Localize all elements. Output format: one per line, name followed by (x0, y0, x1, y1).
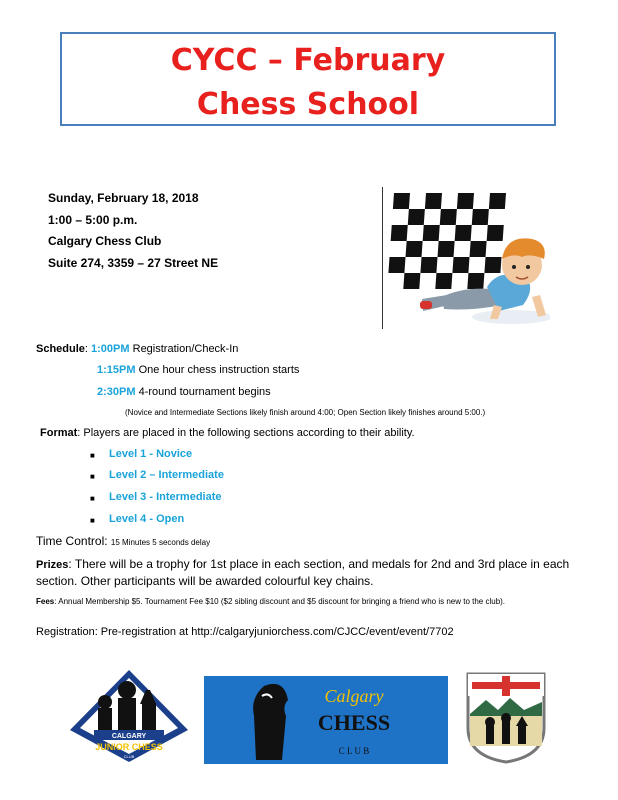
fees-text: : Annual Membership $5. Tournament Fee $10 ($2 sibling discount and $5 discount for bringing a friend who is new to the club). (54, 597, 506, 606)
page-title-line-2: Chess School (196, 87, 420, 122)
time-control (36, 534, 210, 548)
event-time: 1:00 – 5:00 p.m. (48, 212, 138, 227)
alberta-crest-logo (464, 672, 548, 764)
board-square (452, 257, 469, 273)
level-3: Level 3 - Intermediate (109, 491, 222, 503)
board-square (423, 225, 440, 241)
schedule-text-1: Registration/Check-In (132, 343, 239, 355)
board-square (487, 225, 504, 241)
bullet-icon: ■ (90, 494, 95, 503)
board-square (470, 241, 487, 257)
event-date: Sunday, February 18, 2018 (48, 191, 199, 205)
board-square (393, 193, 410, 209)
level-1: Level 1 - Novice (109, 448, 193, 460)
bullet-icon: ■ (90, 451, 95, 460)
calgary-junior-chess-logo (68, 668, 190, 764)
calgary-chess-club-logo (204, 676, 448, 764)
schedule-row-2 (97, 364, 299, 376)
format-row (40, 427, 415, 439)
event-address: Suite 274, 3359 – 27 Street NE (48, 255, 219, 270)
title-box (60, 32, 556, 126)
board-square (408, 209, 425, 225)
board-square (457, 193, 474, 209)
schedule-label: Schedule (36, 343, 85, 355)
event-info (48, 188, 218, 274)
page-title-line-1: CYCC – February (170, 43, 446, 78)
board-square (435, 273, 452, 289)
schedule-row-1: Schedule: 1:00PM Registration/Check-In (36, 343, 239, 355)
time-control-label: Time Control: (36, 534, 108, 548)
prizes-text: : There will be a trophy for 1st place in each section, and medals for 2nd and 3rd place in each section. Other participants will be awarded colourful key chains. (36, 557, 570, 588)
level-2: Level 2 – Intermediate (109, 469, 224, 481)
board-square (467, 273, 484, 289)
board-square (388, 257, 405, 273)
board-square (425, 193, 442, 209)
schedule-text-2: One hour chess instruction starts (138, 364, 300, 376)
prizes (36, 556, 576, 589)
board-square (406, 241, 423, 257)
club-logo-calgary: Calgary (324, 686, 384, 706)
prizes-label: Prizes (36, 559, 69, 571)
schedule-row-3 (97, 386, 271, 398)
schedule-note: (Novice and Intermediate Sections likely finish around 4:00; Open Section likely finishes around 5:00.) (125, 408, 486, 417)
board-square (440, 209, 457, 225)
board-square (489, 193, 506, 209)
chess-kid-illustration (382, 187, 550, 329)
board-square (484, 257, 501, 273)
board-square (403, 273, 420, 289)
board-square (472, 209, 489, 225)
board-square (455, 225, 472, 241)
board-square (438, 241, 455, 257)
bullet-icon: ■ (90, 516, 95, 525)
level-4: Level 4 - Open (109, 513, 185, 525)
time-control-value: 15 Minutes 5 seconds delay (110, 538, 211, 547)
schedule-time-3: 2:30PM (97, 386, 136, 398)
board-square (420, 257, 437, 273)
format-text: : Players are placed in the following sections according to their ability. (77, 427, 415, 439)
board-square (391, 225, 408, 241)
fees-label: Fees (36, 597, 55, 606)
schedule-time-2: 1:15PM (97, 364, 136, 376)
registration: Registration: Pre-registration at http://calgaryjuniorchess.com/CJCC/event/event/7702 (36, 626, 454, 638)
schedule-text-3: 4-round tournament begins (138, 386, 271, 398)
club-logo-chess: CHESS (317, 710, 391, 735)
schedule-time-1: 1:00PM (91, 343, 130, 355)
junior-logo-club: CLUB (123, 754, 135, 759)
junior-logo-top: CALGARY (111, 733, 147, 740)
event-venue: Calgary Chess Club (48, 234, 162, 248)
format-label: Format (40, 427, 78, 439)
club-logo-club: C L U B (338, 746, 370, 756)
fees (36, 596, 581, 607)
junior-logo-bottom: JUNIOR CHESS (95, 742, 163, 752)
bullet-icon: ■ (90, 472, 95, 481)
